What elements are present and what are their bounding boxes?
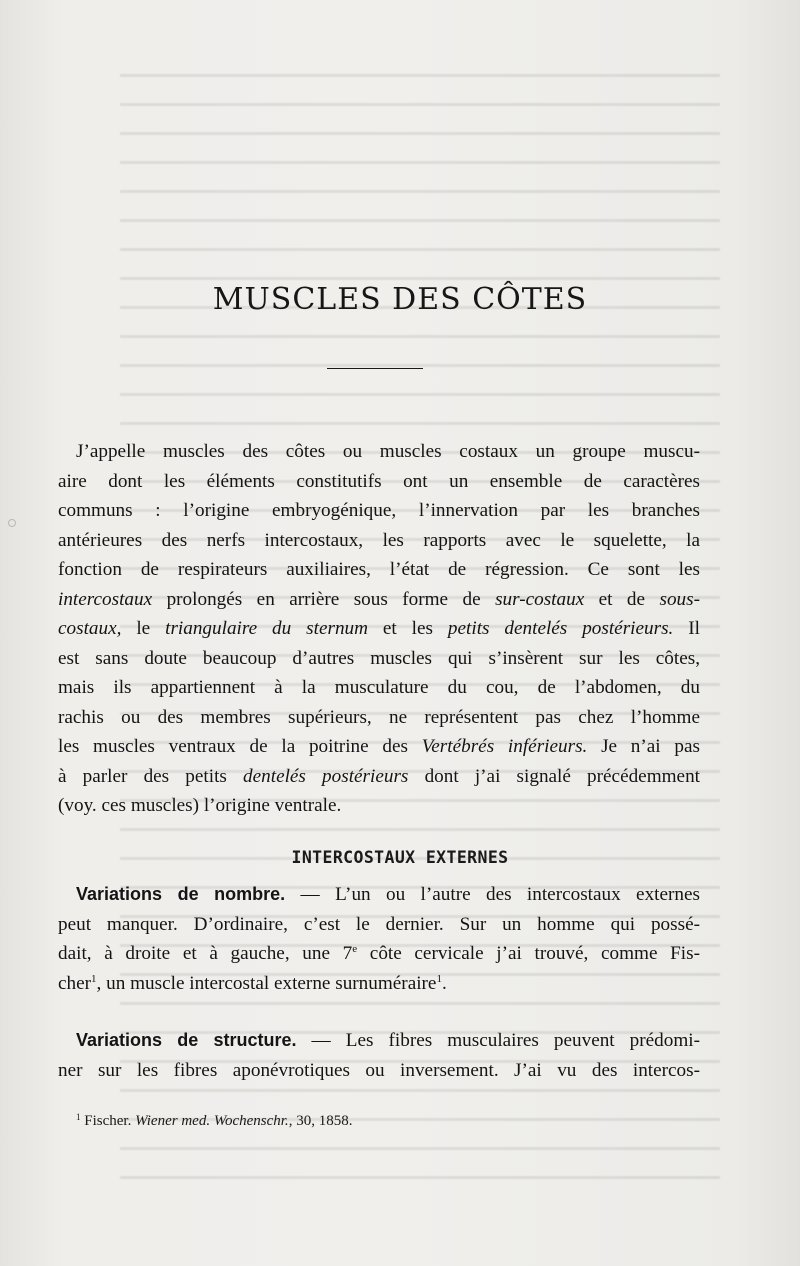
footnote-ref: 1 bbox=[91, 972, 97, 985]
text-line: Variations de nombre. — L’un ou l’autre des intercostaux externes bbox=[76, 884, 700, 905]
text-line: (voy. ces muscles) l’origine ventrale. bbox=[58, 795, 342, 816]
text-line: rachis ou des membres supérieurs, ne représentent pas chez l’homme bbox=[58, 706, 700, 728]
text-line: aire dont les éléments constitutifs ont un ensemble de caractères bbox=[58, 470, 700, 492]
variations-structure-paragraph bbox=[58, 1026, 700, 1085]
variations-nombre-paragraph bbox=[58, 880, 700, 998]
intro-paragraph bbox=[58, 437, 700, 821]
text-line: les muscles ventraux de la poitrine des Vertébrés inférieurs. Je n’ai pas bbox=[58, 736, 700, 757]
text-line: J’appelle muscles des côtes ou muscles costaux un groupe muscu- bbox=[76, 441, 700, 462]
text-line: costaux, le triangulaire du sternum et les petits dentelés postérieurs. Il bbox=[58, 618, 700, 639]
footnote: $^1$ Fischer. Wiener med. Wochenschr., 30, 1858. bbox=[76, 1112, 353, 1129]
text-line: communs : l’origine embryogénique, l’innervation par les branches bbox=[58, 500, 700, 521]
text-line: antérieures des nerfs intercostaux, les rapports avec le squelette, la bbox=[58, 529, 700, 551]
text-line: à parler des petits dentelés postérieurs dont j’ai signalé précédemment bbox=[58, 765, 700, 787]
paragraph-lead: Variations de structure. bbox=[76, 1030, 297, 1050]
text-line: intercostaux prolongés en arrière sous forme de sur-costaux et de sous- bbox=[58, 588, 700, 610]
text-line: fonction de respirateurs auxiliaires, l’état de régression. Ce sont les bbox=[58, 559, 700, 580]
title-rule bbox=[327, 368, 423, 369]
paragraph-lead: Variations de nombre. bbox=[76, 884, 286, 904]
text-line: ner sur les fibres aponévrotiques ou inversement. J’ai vu des intercos- bbox=[58, 1059, 700, 1081]
text-line: dait, à droite et à gauche, une 7e côte cervicale j’ai trouvé, comme Fis- bbox=[58, 943, 700, 964]
text-line: cher$^1$, un muscle intercostal externe surnuméraire$^1$. bbox=[58, 972, 447, 994]
text-line: Variations de structure. — Les fibres musculaires peuvent prédomi- bbox=[76, 1030, 700, 1051]
text-line: mais ils appartiennent à la musculature du cou, de l’abdomen, du bbox=[58, 677, 700, 698]
text-line: est sans doute beaucoup d’autres muscles qui s’insèrent sur les côtes, bbox=[58, 647, 700, 669]
footnote-ref: 1 bbox=[436, 972, 442, 985]
chapter-title: MUSCLES DES CÔTES bbox=[212, 282, 588, 317]
text-line: peut manquer. D’ordinaire, c’est le dernier. Sur un homme qui possé- bbox=[58, 913, 700, 935]
margin-mark bbox=[8, 519, 16, 527]
section-heading: INTERCOSTAUX EXTERNES bbox=[291, 848, 509, 867]
